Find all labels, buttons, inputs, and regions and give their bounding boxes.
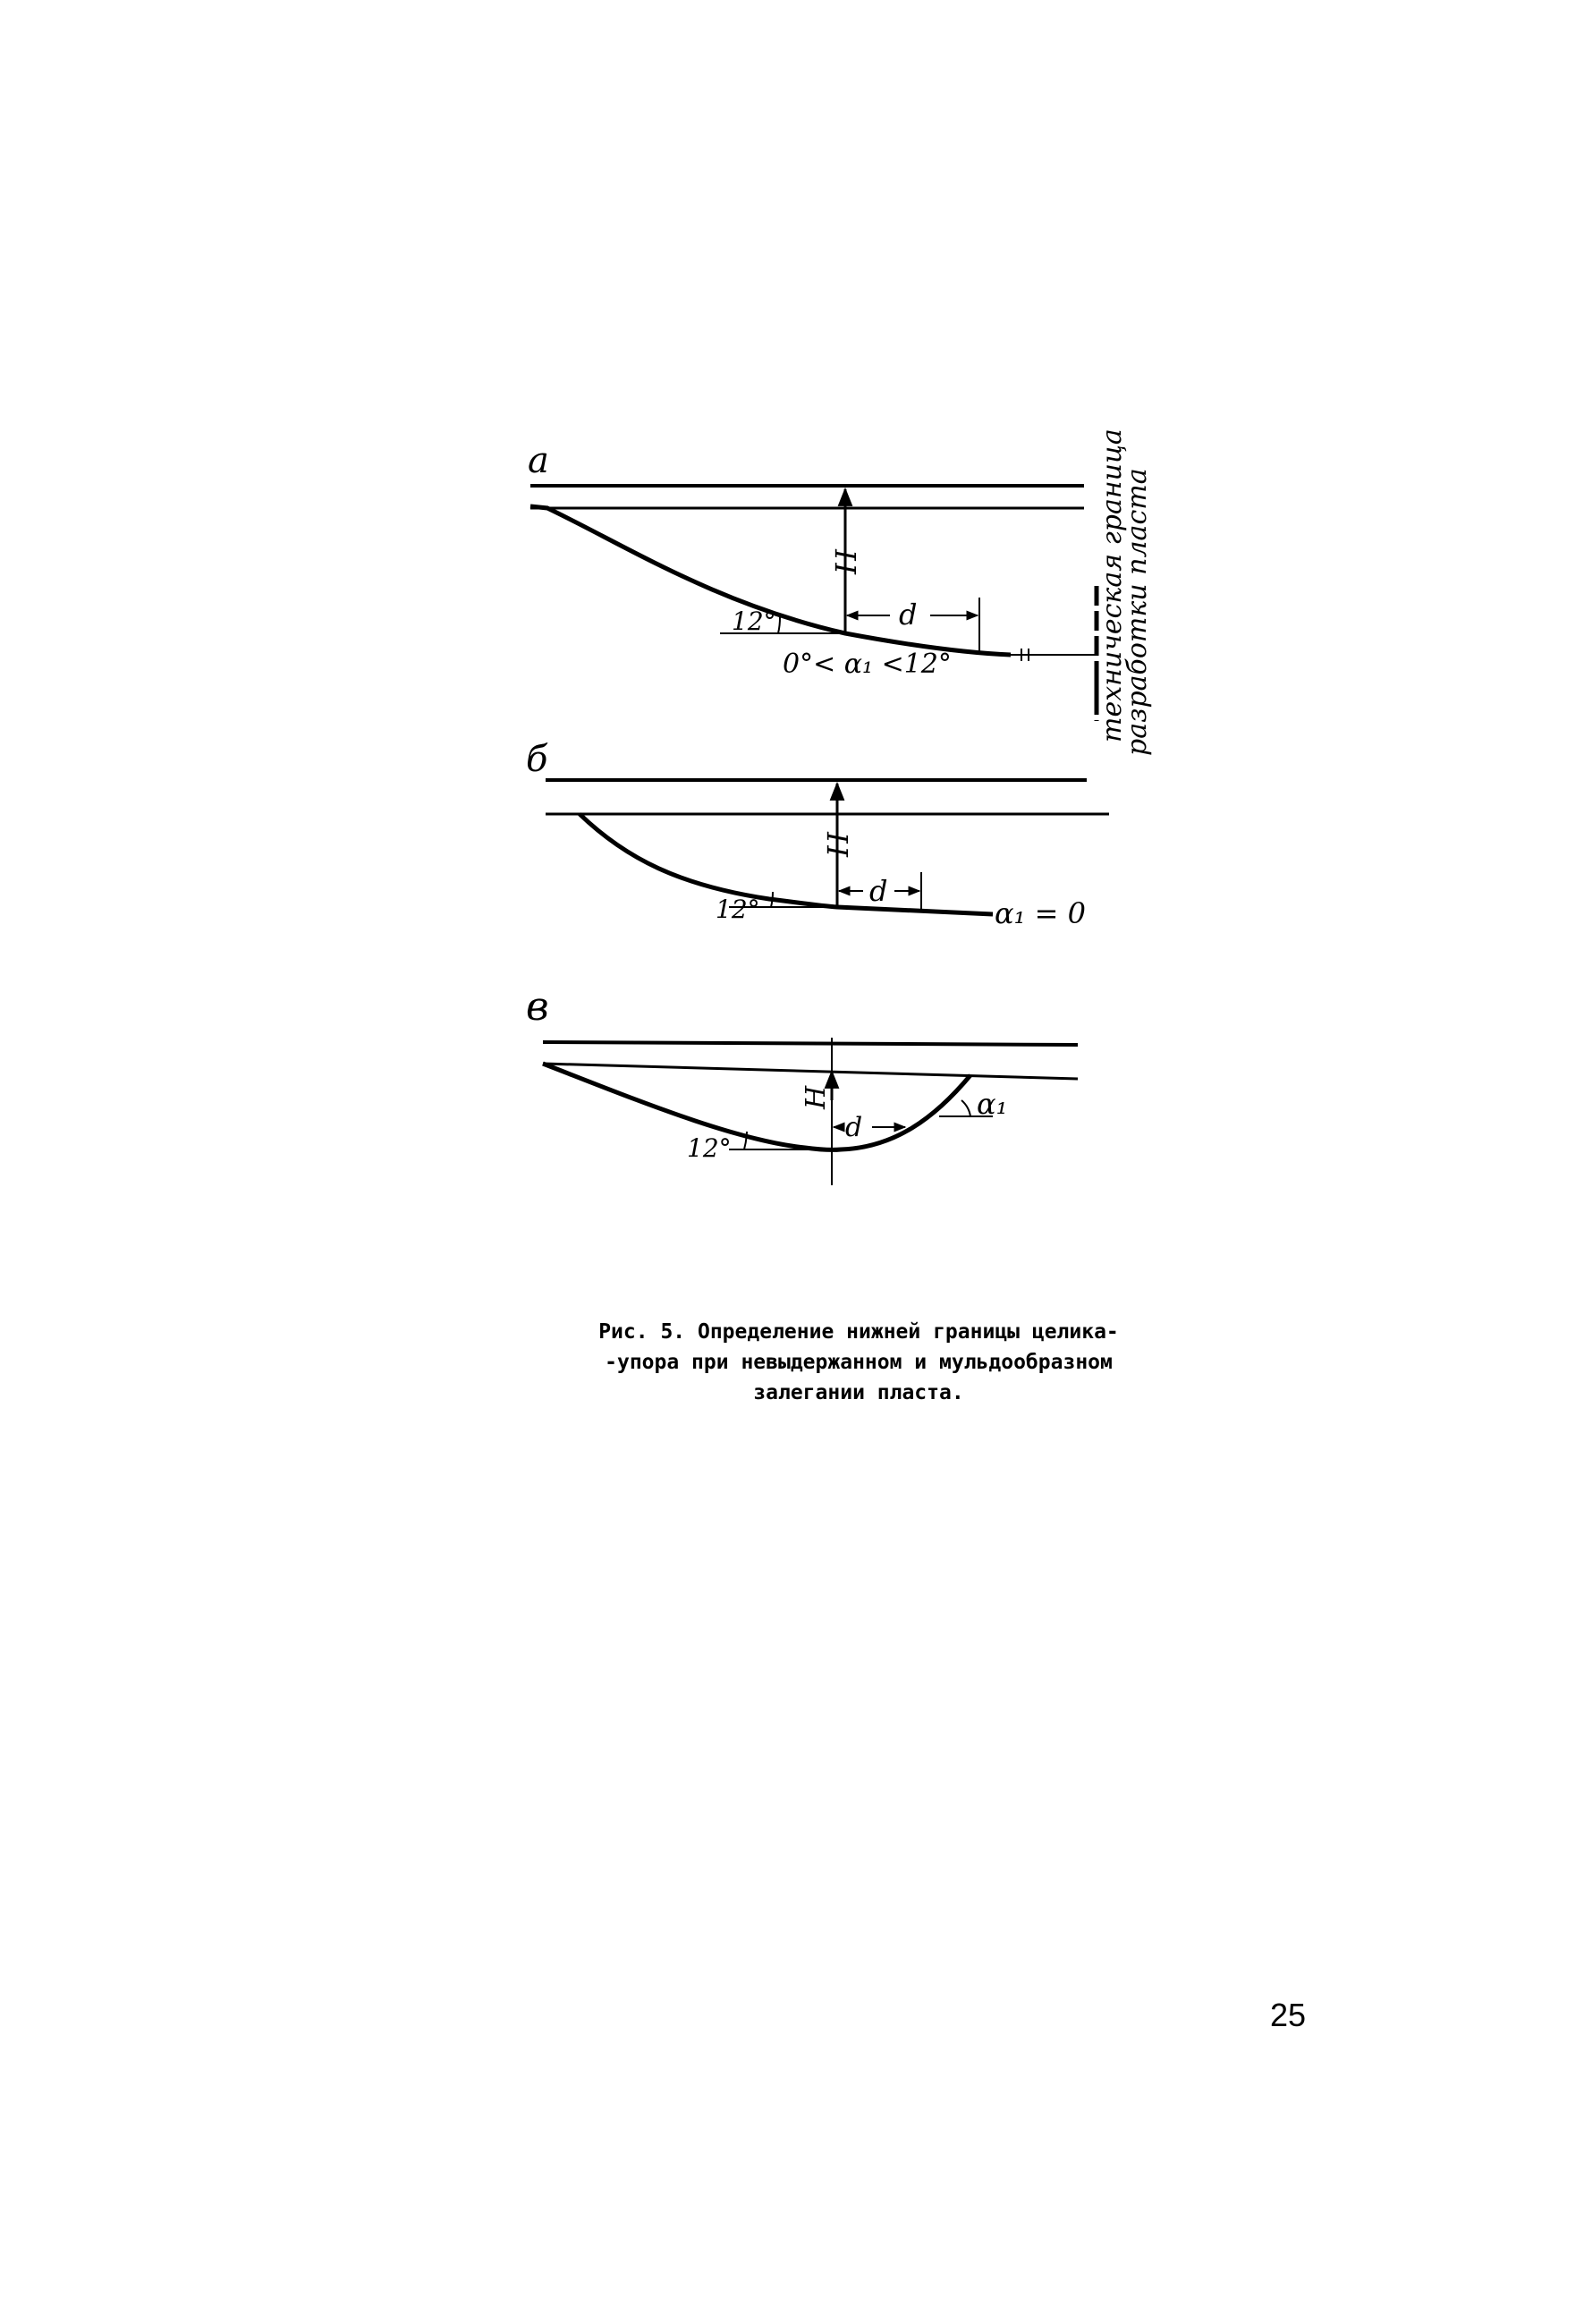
caption-line-1: Рис. 5. Определение нижней границы целика- [598,1320,1119,1344]
panel-v-seam-top-line [543,1064,1078,1079]
caption-line-2: -упора при невыдержанном и мульдообразном [605,1351,1113,1374]
panel-b-label: б [526,739,548,780]
panel-v-d-label: d [845,1112,863,1143]
panel-v-h-label: H [800,1085,832,1109]
panel-a-boundary-label-line2: разработки пласта [1122,468,1153,756]
panel-v-alpha-label: α₁ [977,1087,1008,1121]
panel-v-seam-profile [543,1064,970,1149]
panel-a-h-label: H [829,549,863,574]
panel-v [526,984,1078,1185]
caption-line-3: залегании пласта. [753,1381,964,1404]
panel-a-boundary-label-line1: техническая граница [1097,428,1128,742]
panel-a-alpha-condition: 0°< α₁ <12° [783,649,952,680]
panel-b-angle-label: 12° [716,895,760,924]
panel-a-angle-arc [778,617,780,633]
panel-b-alpha-label: α₁ = 0 [995,896,1086,930]
panel-a [528,428,1153,756]
panel-v-label: в [526,984,549,1030]
panel-v-surface-line [543,1042,1078,1045]
page-number: 25 [1270,1997,1307,2033]
panel-v-alpha-arc [961,1100,970,1116]
panel-a-angle-label: 12° [732,606,776,636]
panel-a-label: a [528,440,549,481]
panel-a-d-label: d [899,598,918,632]
figure-caption [537,1317,1181,1408]
panel-b [526,739,1109,930]
panel-v-angle-label: 12° [687,1133,732,1163]
panel-b-h-label: H [821,832,855,857]
panel-b-d-label: d [869,874,888,908]
panel-b-seam-profile [580,814,993,914]
